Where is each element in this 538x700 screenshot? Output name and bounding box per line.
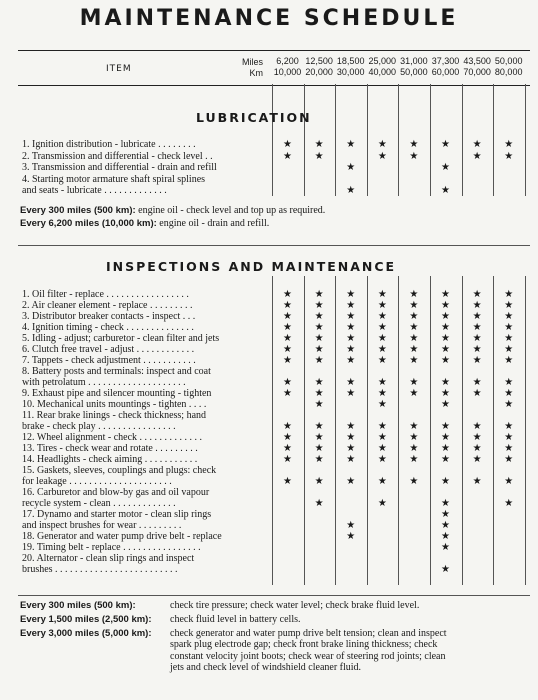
item-text: for leakage . . . . . . . . . . . . . . . . . . . . . [22,476,172,487]
item-text: 18. Generator and water pump drive belt - replace [22,531,222,542]
service-mark: ★ [504,454,514,465]
service-mark: ★ [409,421,419,432]
lubrication-title: LUBRICATION [196,110,312,125]
km-value: 80,000 [494,67,523,77]
service-mark: ★ [409,388,419,399]
km-value: 50,000 [400,67,428,77]
item-text: 3. Distributor breaker contacts - inspect . . . [22,311,196,322]
interval-text: check fluid level in battery cells. [170,614,301,625]
service-mark: ★ [377,476,387,487]
service-mark: ★ [441,388,450,399]
service-mark: ★ [314,289,324,300]
service-mark: ★ [441,399,450,410]
service-mark: ★ [441,185,450,196]
service-mark: ★ [314,498,324,509]
service-mark: ★ [472,377,482,388]
miles-value: 12,500 [305,56,333,66]
service-mark: ★ [441,498,450,509]
km-value: 60,000 [431,67,460,77]
service-mark: ★ [409,322,419,333]
service-mark: ★ [283,333,292,344]
service-mark: ★ [441,300,450,311]
schedule-row [22,454,522,465]
service-mark: ★ [409,355,419,366]
service-mark: ★ [504,333,514,344]
service-mark: ★ [283,388,292,399]
schedule-row [22,333,522,344]
service-mark: ★ [441,311,450,322]
service-mark: ★ [441,333,450,344]
service-mark: ★ [377,139,387,150]
miles-value: 25,000 [368,56,397,66]
service-mark: ★ [377,150,387,162]
service-mark: ★ [377,322,387,333]
schedule-row [22,520,522,531]
inspections-title: INSPECTIONS AND MAINTENANCE [106,259,397,274]
interval-lead: Every 300 miles (500 km): [20,205,136,216]
service-mark: ★ [346,311,356,322]
item-text: 17. Dynamo and starter motor - clean slip rings [22,509,212,520]
schedule-row [22,355,522,366]
service-mark: ★ [504,421,514,432]
interval-lead-row [20,614,152,625]
service-mark: ★ [377,388,387,399]
service-mark: ★ [472,421,482,432]
interval-lead-row [20,600,136,611]
schedule-row [22,151,522,162]
service-mark: ★ [504,377,514,388]
miles-value: 37,300 [431,56,460,66]
service-mark: ★ [441,289,450,300]
service-mark: ★ [346,432,356,443]
service-mark: ★ [504,388,514,399]
schedule-row [22,421,522,432]
miles-value: 31,000 [400,56,428,66]
service-mark: ★ [441,542,450,553]
item-text: 11. Rear brake linings - check thickness; hand [22,410,207,421]
service-mark: ★ [346,377,356,388]
service-mark: ★ [504,399,514,410]
interval-lead: Every 6,200 miles (10,000 km): [20,218,157,229]
item-text: recycle system - clean . . . . . . . . . . . . . [22,498,176,509]
schedule-row [22,465,522,476]
service-mark: ★ [283,443,292,454]
service-mark: ★ [346,185,356,196]
service-mark: ★ [409,333,419,344]
service-mark: ★ [504,443,514,454]
service-mark: ★ [314,388,324,399]
service-mark: ★ [504,311,514,322]
km-value: 30,000 [336,67,365,77]
grid-column-line [525,84,526,196]
schedule-row [22,531,522,542]
item-column-label: ITEM [106,64,132,74]
item-text: 14. Headlights - check aiming . . . . . . . . . . . [22,454,198,465]
service-mark: ★ [346,454,356,465]
service-mark: ★ [441,454,450,465]
interval-note [20,205,325,216]
item-text: 1. Ignition distribution - lubricate . . . . . . . . [22,139,196,150]
schedule-row [22,289,522,300]
service-mark: ★ [283,289,292,300]
service-mark: ★ [441,344,450,355]
item-text: 5. Idling - adjust; carburetor - clean filter and jets [22,333,220,344]
service-mark: ★ [377,432,387,443]
service-mark: ★ [409,476,419,487]
schedule-row [22,300,522,311]
service-mark: ★ [314,421,324,432]
service-mark: ★ [472,333,482,344]
schedule-row [22,410,522,421]
service-mark: ★ [409,150,419,162]
service-mark: ★ [472,476,482,487]
item-text: brushes . . . . . . . . . . . . . . . . . . . . . . . . . [22,564,178,575]
service-mark: ★ [472,355,482,366]
item-text: 4. Ignition timing - check . . . . . . . . . . . . . . [22,322,194,333]
interval-lead: Every 3,000 miles (5,000 km): [20,628,152,639]
service-mark: ★ [346,476,356,487]
service-mark: ★ [346,322,356,333]
service-mark: ★ [409,139,419,150]
service-mark: ★ [504,300,514,311]
item-text: 4. Starting motor armature shaft spiral splines [22,173,206,185]
service-mark: ★ [314,377,324,388]
service-mark: ★ [441,476,450,487]
section-rule [18,245,530,246]
service-mark: ★ [409,443,419,454]
item-text: 12. Wheel alignment - check . . . . . . . . . . . . . [22,432,203,443]
item-text: 3. Transmission and differential - drain and refill [22,162,217,173]
service-mark: ★ [346,443,356,454]
item-text: 1. Oil filter - replace . . . . . . . . . . . . . . . . . [22,289,189,300]
service-mark: ★ [346,289,356,300]
service-mark: ★ [441,322,450,333]
service-mark: ★ [283,432,292,443]
service-mark: ★ [283,322,292,333]
service-mark: ★ [283,344,292,355]
service-mark: ★ [472,388,482,399]
service-mark: ★ [346,388,356,399]
service-mark: ★ [314,150,324,162]
service-mark: ★ [504,355,514,366]
service-mark: ★ [409,289,419,300]
service-mark: ★ [314,344,324,355]
schedule-header [18,50,530,86]
service-mark: ★ [314,139,324,150]
service-mark: ★ [283,139,292,150]
service-mark: ★ [441,509,450,520]
service-mark: ★ [504,344,514,355]
schedule-row [22,322,522,333]
service-mark: ★ [314,333,324,344]
service-mark: ★ [314,443,324,454]
schedule-row [22,509,522,520]
km-value: 20,000 [305,67,333,77]
service-mark: ★ [377,443,387,454]
service-mark: ★ [283,355,292,366]
service-mark: ★ [504,432,514,443]
item-text: 10. Mechanical units mountings - tighten . . . . [22,399,207,410]
service-mark: ★ [377,454,387,465]
service-mark: ★ [504,498,514,509]
service-mark: ★ [472,454,482,465]
schedule-row [22,139,522,150]
service-mark: ★ [377,300,387,311]
km-value: 40,000 [368,67,397,77]
service-mark: ★ [409,432,419,443]
schedule-row [22,432,522,443]
km-label: Km [249,68,263,78]
service-mark: ★ [377,333,387,344]
service-mark: ★ [377,355,387,366]
schedule-row [22,185,522,196]
service-mark: ★ [346,520,356,531]
service-mark: ★ [441,564,450,575]
service-mark: ★ [283,300,292,311]
service-mark: ★ [441,531,450,542]
interval-text: engine oil - drain and refill. [159,218,270,229]
interval-lead: Every 1,500 miles (2,500 km): [20,614,152,625]
service-mark: ★ [472,289,482,300]
service-mark: ★ [441,355,450,366]
interval-text: constant velocity joint boots; check wear of steering rod joints; clean [170,650,446,662]
service-mark: ★ [314,311,324,322]
service-mark: ★ [409,300,419,311]
service-mark: ★ [346,162,356,173]
schedule-row [22,162,522,173]
service-mark: ★ [346,355,356,366]
section-rule [18,595,530,596]
service-mark: ★ [346,421,356,432]
schedule-row [22,311,522,322]
interval-text: check tire pressure; check water level; check brake fluid level. [170,600,420,611]
service-mark: ★ [409,454,419,465]
miles-value: 43,500 [463,56,491,66]
item-text: 16. Carburetor and blow-by gas and oil vapour [22,487,210,498]
item-text: and seats - lubricate . . . . . . . . . . . . . [22,185,167,196]
service-mark: ★ [504,322,514,333]
item-text: 13. Tires - check wear and rotate . . . . . . . . . [22,443,198,454]
service-mark: ★ [472,311,482,322]
service-mark: ★ [377,344,387,355]
km-value: 70,000 [463,67,491,77]
item-text: 15. Gaskets, sleeves, couplings and plugs: check [22,465,217,476]
service-mark: ★ [377,421,387,432]
service-mark: ★ [377,399,387,410]
schedule-row [22,388,522,399]
service-mark: ★ [472,322,482,333]
service-mark: ★ [314,432,324,443]
service-mark: ★ [472,432,482,443]
service-mark: ★ [472,443,482,454]
item-text: 2. Transmission and differential - check level . . [22,150,213,162]
service-mark: ★ [504,476,514,487]
service-mark: ★ [346,344,356,355]
service-mark: ★ [283,454,292,465]
service-mark: ★ [314,300,324,311]
schedule-row [22,498,522,509]
schedule-row [22,553,522,564]
miles-label: Miles [241,57,263,67]
schedule-row [22,377,522,388]
miles-value: 6,200 [276,56,299,66]
service-mark: ★ [441,139,450,150]
service-mark: ★ [441,432,450,443]
service-mark: ★ [314,476,324,487]
schedule-row [22,487,522,498]
service-mark: ★ [472,150,482,162]
service-mark: ★ [314,454,324,465]
service-mark: ★ [441,377,450,388]
service-mark: ★ [283,421,292,432]
service-mark: ★ [377,498,387,509]
service-mark: ★ [441,443,450,454]
service-mark: ★ [441,162,450,173]
service-mark: ★ [283,150,292,162]
service-mark: ★ [409,344,419,355]
service-mark: ★ [409,311,419,322]
item-text: 19. Timing belt - replace . . . . . . . . . . . . . . . . [22,542,201,553]
miles-value: 18,500 [336,56,365,66]
schedule-row [22,174,522,185]
interval-text: jets and check level of windshield cleaner fluid. [170,662,362,674]
service-mark: ★ [504,289,514,300]
item-text: brake - check play . . . . . . . . . . . . . . . . [22,421,176,432]
item-text: 6. Clutch free travel - adjust . . . . . . . . . . . . [22,344,195,355]
item-text: with petrolatum . . . . . . . . . . . . . . . . . . . . [22,377,186,388]
schedule-row [22,564,522,575]
item-text: and inspect brushes for wear . . . . . . . . . [22,520,182,531]
service-mark: ★ [377,289,387,300]
km-value: 10,000 [273,67,302,77]
interval-lead-row [20,628,152,639]
interval-text: check generator and water pump drive belt tension; clean and inspect [170,628,447,639]
service-mark: ★ [314,322,324,333]
service-mark: ★ [283,476,292,487]
service-mark: ★ [346,300,356,311]
service-mark: ★ [472,300,482,311]
schedule-row [22,476,522,487]
service-mark: ★ [504,139,514,150]
schedule-row [22,344,522,355]
service-mark: ★ [283,311,292,322]
service-mark: ★ [314,355,324,366]
service-mark: ★ [377,311,387,322]
item-text: 9. Exhaust pipe and silencer mounting - tighten [22,388,212,399]
service-mark: ★ [377,377,387,388]
item-text: 2. Air cleaner element - replace . . . . . . . . . [22,300,193,311]
grid-column-line [525,276,526,585]
interval-note [20,218,269,229]
service-mark: ★ [441,421,450,432]
service-mark: ★ [441,520,450,531]
interval-text: spark plug electrode gap; check front brake lining thickness; check [170,639,438,651]
service-mark: ★ [409,377,419,388]
service-mark: ★ [472,139,482,150]
service-mark: ★ [504,150,514,162]
service-mark: ★ [283,377,292,388]
miles-value: 50,000 [494,56,523,66]
interval-lead: Every 300 miles (500 km): [20,600,136,611]
service-mark: ★ [346,333,356,344]
interval-text: engine oil - check level and top up as required. [138,205,326,216]
service-mark: ★ [346,139,356,150]
item-text: 7. Tappets - check adjustment . . . . . . . . . . . [22,355,196,366]
schedule-row [22,366,522,377]
schedule-row [22,399,522,410]
page-title: MAINTENANCE SCHEDULE [79,6,459,31]
service-mark: ★ [346,531,356,542]
schedule-row [22,443,522,454]
item-text: 8. Battery posts and terminals: inspect and coat [22,366,211,377]
item-text: 20. Alternator - clean slip rings and inspect [22,553,195,564]
service-mark: ★ [472,344,482,355]
service-mark: ★ [314,399,324,410]
schedule-row [22,542,522,553]
